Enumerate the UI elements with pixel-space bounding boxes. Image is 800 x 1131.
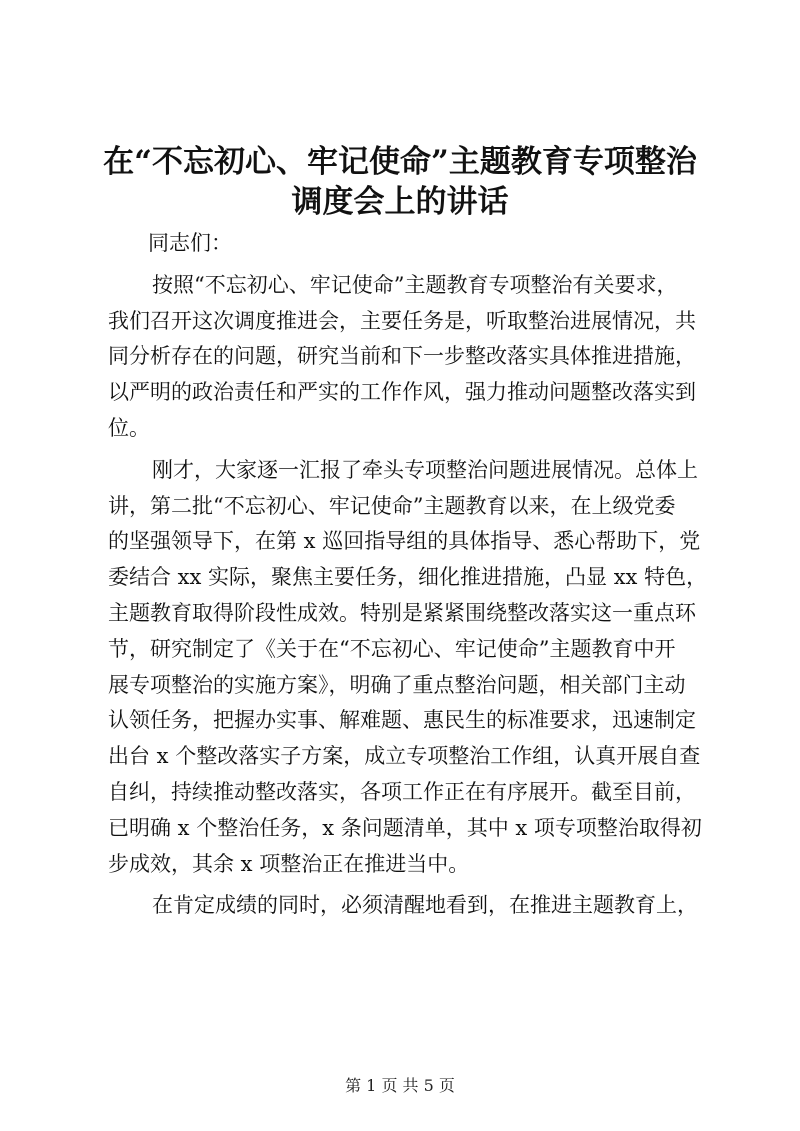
text-line: 已明确 x 个整治任务，x 条问题清单，其中 x 项专项整治取得初 (108, 815, 702, 840)
paragraph-1 (108, 268, 713, 447)
text-line: 同分析存在的问题，研究当前和下一步整改落实具体推进措施， (108, 344, 696, 369)
text-line: 自纠，持续推动整改落实，各项工作正在有序展开。截至目前， (108, 779, 696, 804)
text-line: 主题教育取得阶段性成效。特别是紧紧围绕整改落实这一重点环 (108, 600, 696, 625)
text-line: 节，研究制定了《关于在“不忘初心、牢记使命”主题教育中开 (108, 636, 676, 661)
title-line-1: 在“不忘初心、牢记使命”主题教育专项整治 (103, 144, 697, 180)
title-line-2: 调度会上的讲话 (291, 184, 509, 220)
text-line: 展专项整治的实施方案》，明确了重点整治问题，相关部门主动 (108, 672, 686, 697)
document-body (108, 226, 713, 924)
text-line: 刚才，大家逐一汇报了牵头专项整治问题进展情况。总体上 (152, 457, 698, 482)
text-line: 我们召开这次调度推进会，主要任务是，听取整治进展情况，共 (108, 308, 696, 333)
page-number-footer: 第 1 页 共 5 页 (345, 1076, 455, 1095)
text-line: 的坚强领导下，在第 x 巡回指导组的具体指导、悉心帮助下，党 (108, 529, 701, 554)
text-line: 出台 x 个整改落实子方案，成立专项整治工作组，认真开展自查 (108, 744, 701, 769)
text-line: 认领任务，把握办实事、解难题、惠民生的标准要求，迅速制定 (108, 708, 696, 733)
paragraph-3 (108, 888, 713, 924)
text-line: 位。 (108, 415, 150, 440)
text-line: 讲，第二批“不忘初心、牢记使命”主题教育以来，在上级党委 (108, 493, 676, 518)
text-line: 在肯定成绩的同时，必须清醒地看到，在推进主题教育上， (152, 893, 698, 918)
text-line: 步成效，其余 x 项整治正在推进当中。 (108, 851, 470, 876)
text-line: 以严明的政治责任和严实的工作作风，强力推动问题整改落实到 (108, 380, 696, 405)
paragraph-2 (108, 453, 713, 883)
document-title (60, 142, 740, 222)
text-line: 委结合 xx 实际，聚焦主要任务，细化推进措施，凸显 xx 特色， (108, 565, 708, 590)
text-line: 按照“不忘初心、牢记使命”主题教育专项整治有关要求， (152, 272, 678, 297)
salutation: 同志们： (148, 231, 232, 255)
